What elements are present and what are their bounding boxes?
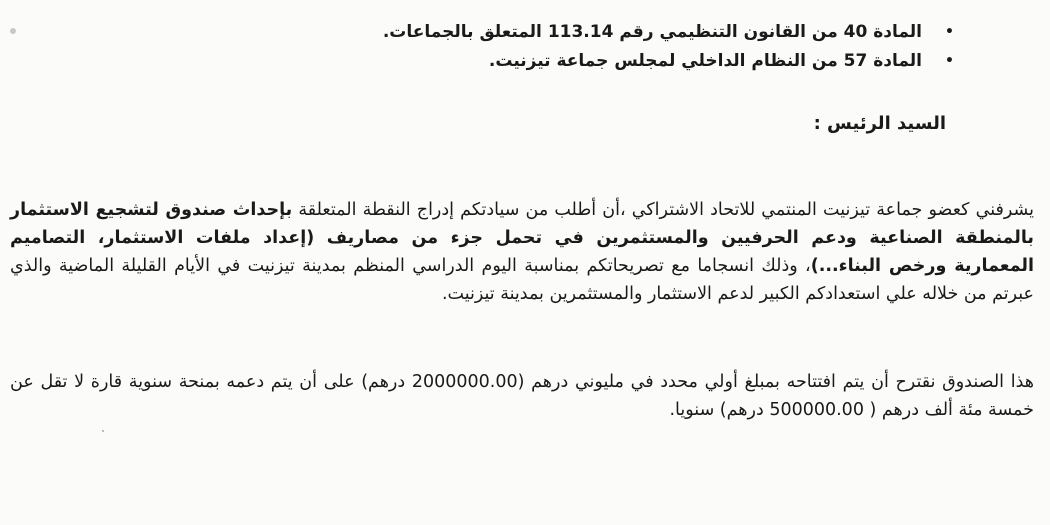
request-intro: يشرفني كعضو جماعة تيزنيت المنتمي للاتحاد الاشتراكي ،أن أطلب من سيادتكم إدراج النقطة المتعلقة xyxy=(292,200,1034,220)
funding-paragraph: هذا الصندوق نقترح أن يتم افتتاحه بمبلغ أولي محدد في مليوني درهم (2000000.00 درهم) على أن يتم دعمه بمنحة سنوية قارة لا تقل عن خمسة مئة ألف درهم ( 500000.00 درهم) سنويا. xyxy=(10,372,1034,420)
punch-hole-mark xyxy=(10,28,16,34)
reference-item xyxy=(234,47,954,76)
legal-references-list xyxy=(234,18,954,76)
reference-text: المادة 57 من النظام الداخلي لمجلس جماعة تيزنيت. xyxy=(488,51,922,71)
bullet-icon: • xyxy=(945,53,954,69)
scan-speck xyxy=(102,430,104,432)
request-paragraph xyxy=(10,196,1034,308)
reference-item xyxy=(234,18,954,47)
reference-text: المادة 40 من القانون التنظيمي رقم 113.14 المتعلق بالجماعات. xyxy=(382,22,922,42)
salutation: السيد الرئيس : xyxy=(813,113,946,134)
bullet-icon: • xyxy=(945,24,954,40)
request-rest: ، وذلك انسجاما مع تصريحاتكم بمناسبة اليوم الدراسي المنظم بمدينة تيزنيت في الأيام القليلة الماضية والذي عبرتم من خلاله علي استعدادكم الكبير لدعم الاستثمار والمستثمرين بمدينة تيزنيت. xyxy=(10,256,1034,304)
request-subject: بإحداث صندوق لتشجيع الاستثمار بالمنطقة الصناعية ودعم الحرفيين والمستثمرين في تحمل جزء من مصاريف (إعداد ملفات الاستثمار، التصاميم المعمارية ورخص البناء...) xyxy=(10,200,1034,276)
